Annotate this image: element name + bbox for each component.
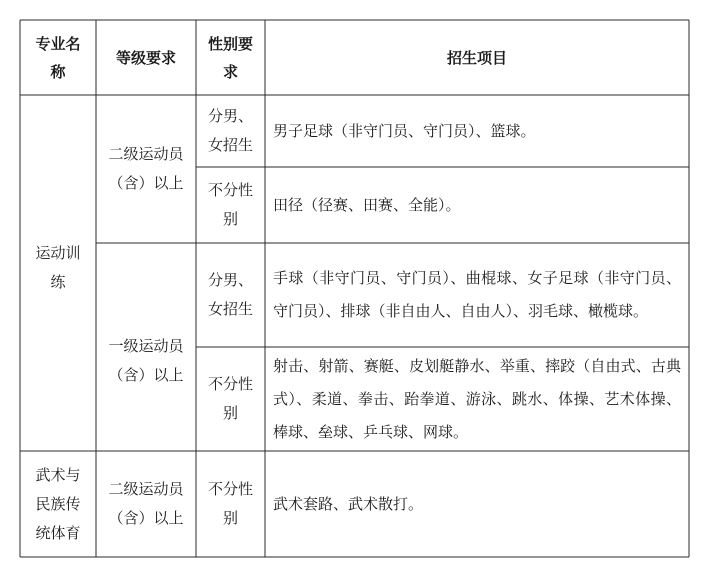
- gender-text: 不分性别: [207, 480, 253, 527]
- gender-text: 不分性别: [207, 375, 253, 422]
- header-major-text: 专业名称: [35, 34, 81, 81]
- level-text: 二级运动员（含）以上: [108, 145, 184, 192]
- header-level-text: 等级要求: [115, 48, 176, 67]
- level-text: 二级运动员（含）以上: [108, 480, 184, 527]
- items-text: 手球（非守门员、守门员）、曲棍球、女子足球（非守门员、守门员）、排球（非自由人、自由人）、羽毛球、橄榄球。: [273, 269, 681, 320]
- items-text: 男子足球（非守门员、守门员）、篮球。: [273, 121, 536, 140]
- gender-text: 分男、女招生: [207, 107, 253, 154]
- level-text: 一级运动员（含）以上: [108, 337, 184, 384]
- header-items-text: 招生项目: [446, 48, 507, 67]
- items-text: 武术套路、武术散打。: [273, 494, 424, 513]
- items-text: 射击、射箭、赛艇、皮划艇静水、举重、摔跤（自由式、古典式）、柔道、拳击、跆拳道、游泳、跳水、体操、艺术体操、棒球、垒球、乒乓球、网球。: [273, 356, 681, 441]
- gender-text: 不分性别: [207, 181, 253, 228]
- gender-text: 分男、女招生: [207, 271, 253, 318]
- major-text: 运动训练: [35, 244, 81, 291]
- major-text: 武术与民族传统体育: [35, 465, 81, 542]
- items-text: 田径（径赛、田赛、全能）。: [273, 195, 461, 214]
- header-gender-text: 性别要求: [207, 34, 253, 81]
